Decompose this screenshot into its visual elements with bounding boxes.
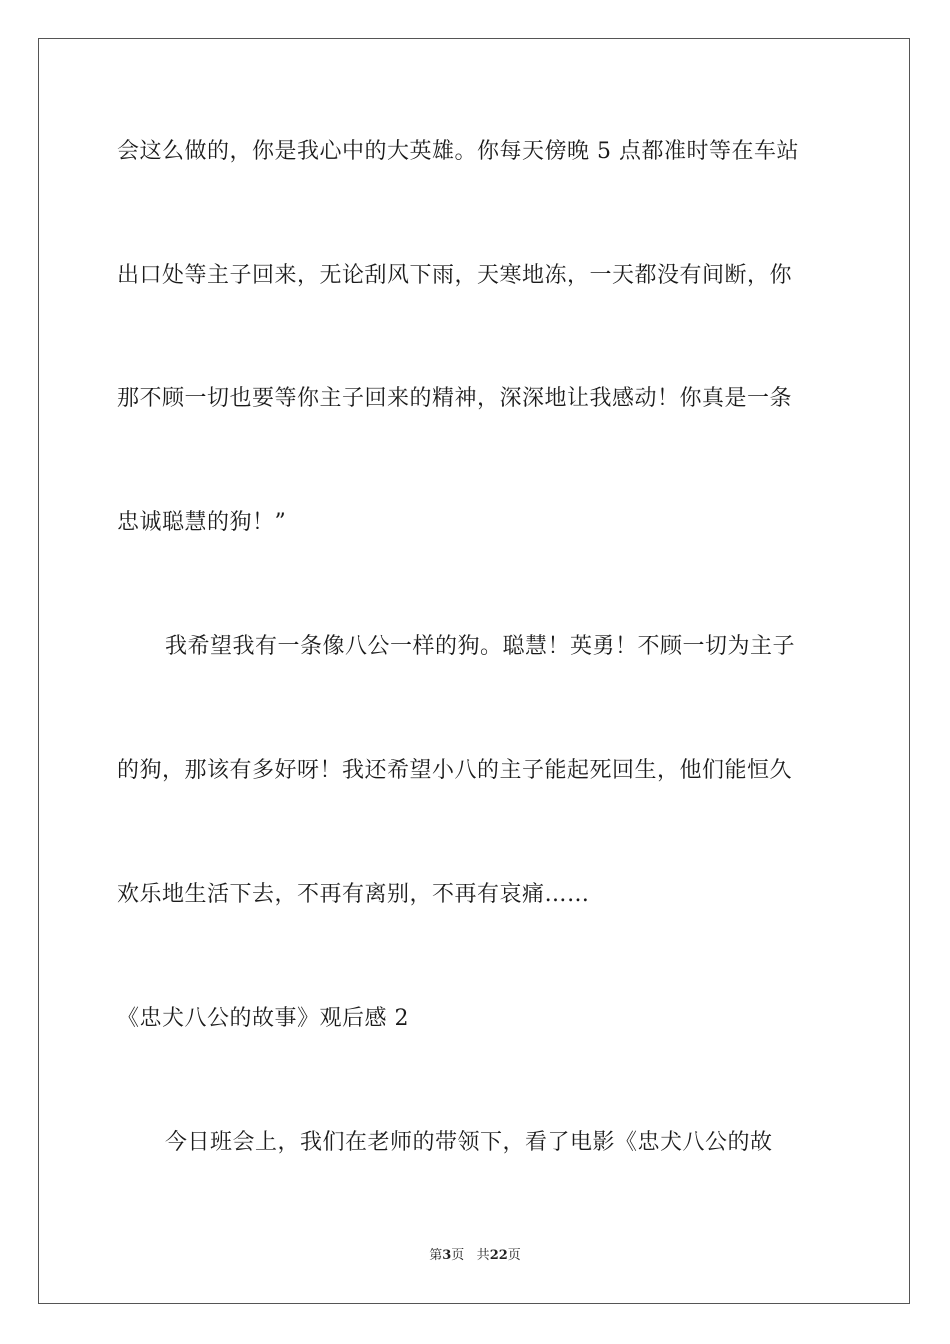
page-border	[38, 38, 910, 1304]
paragraph-line-5: 我希望我有一条像八公一样的狗。聪慧！英勇！不顾一切为主子	[165, 634, 796, 659]
footer-page-suffix: 页	[451, 1248, 465, 1263]
footer-total-pages: 22	[489, 1248, 508, 1263]
paragraph-line-7: 欢乐地生活下去，不再有离别，不再有哀痛……	[117, 882, 590, 907]
paragraph-line-1: 会这么做的，你是我心中的大英雄。你每天傍晚 5 点都准时等在车站	[117, 139, 799, 164]
paragraph-line-6: 的狗，那该有多好呀！我还希望小八的主子能起死回生，他们能恒久	[117, 758, 793, 783]
page-footer	[0, 1247, 950, 1265]
footer-page-prefix: 第	[429, 1248, 443, 1263]
paragraph-line-4: 忠诚聪慧的狗！”	[117, 510, 287, 535]
section-heading: 《忠犬八公的故事》观后感 2	[117, 1006, 409, 1031]
paragraph-line-9: 今日班会上，我们在老师的带领下，看了电影《忠犬八公的故	[165, 1130, 773, 1155]
footer-total-prefix: 共	[476, 1248, 490, 1263]
paragraph-line-3: 那不顾一切也要等你主子回来的精神，深深地让我感动！你真是一条	[117, 386, 793, 411]
footer-page-number: 3	[442, 1248, 452, 1263]
footer-total-suffix: 页	[507, 1248, 521, 1263]
paragraph-line-2: 出口处等主子回来，无论刮风下雨，天寒地冻，一天都没有间断，你	[117, 263, 793, 288]
